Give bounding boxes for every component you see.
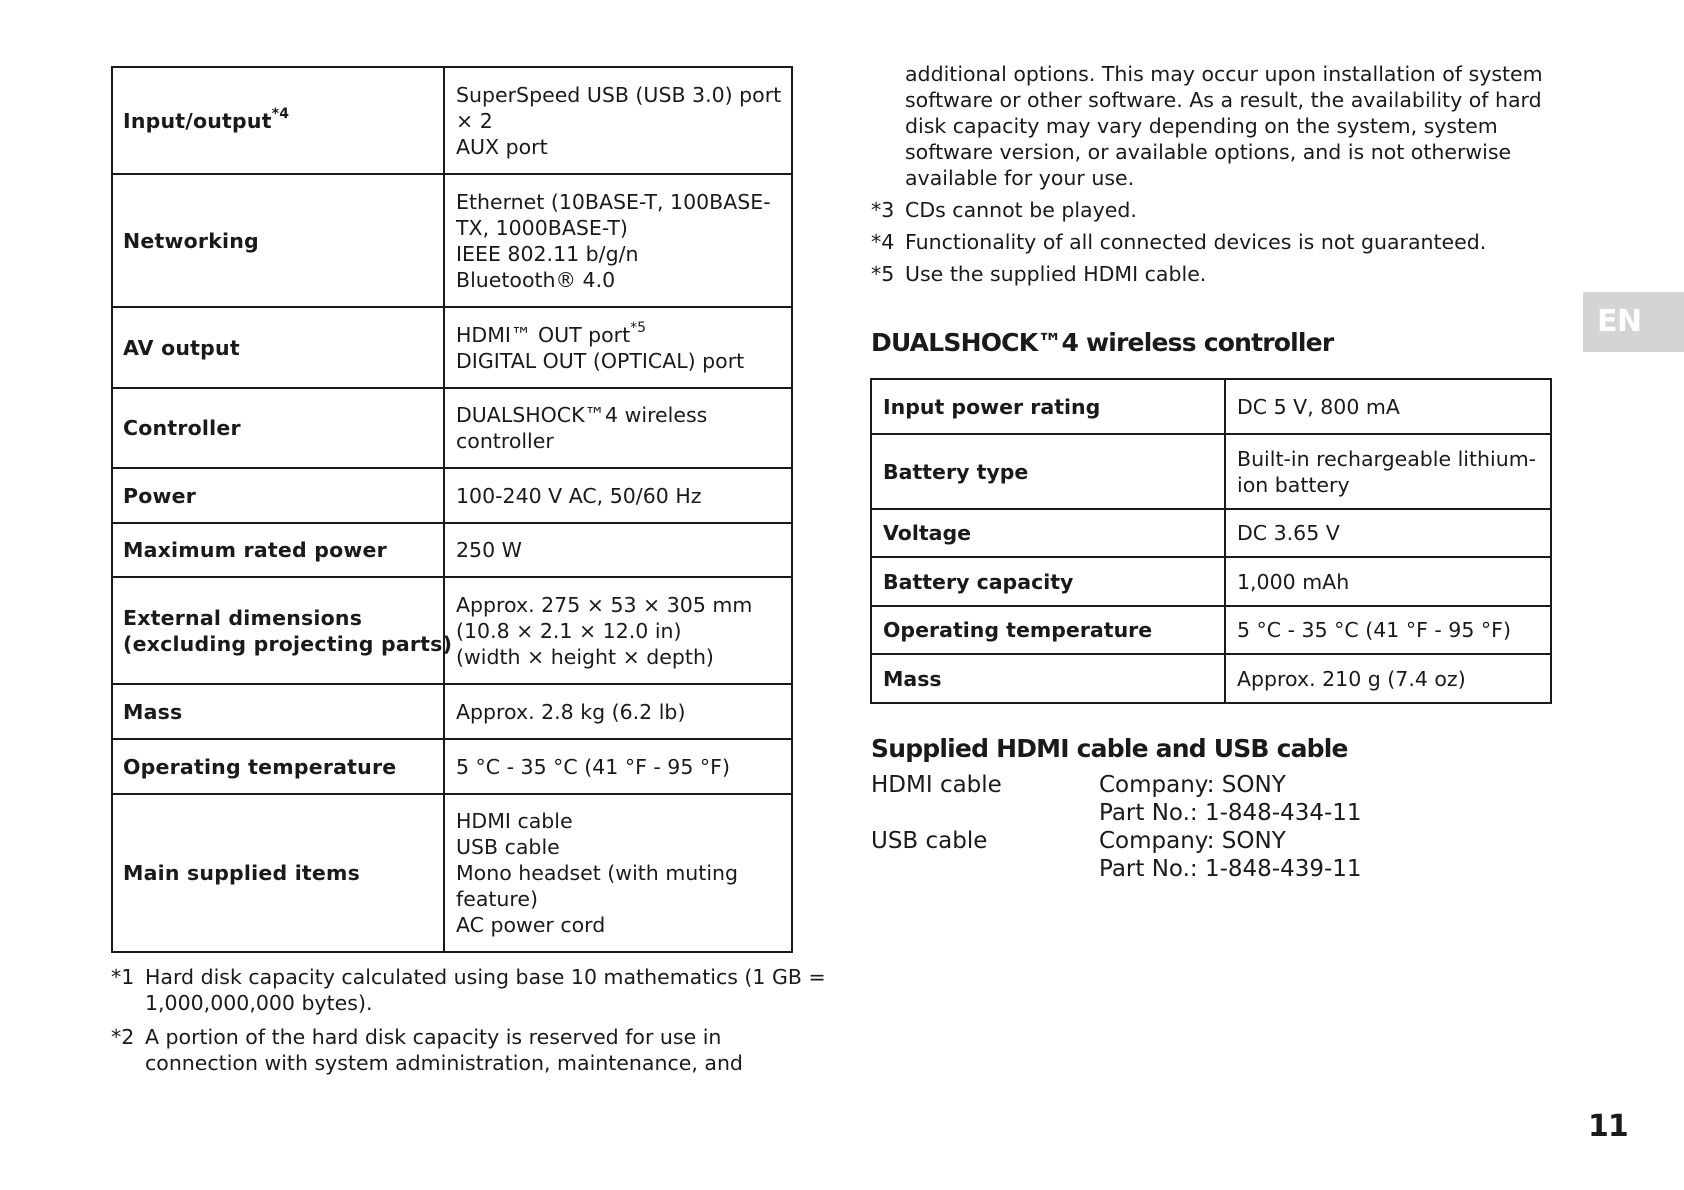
table-row xyxy=(112,794,792,952)
footnote-mark: *4 xyxy=(871,230,895,254)
spec-value: HDMI cable USB cable Mono headset (with muting feature) AC power cord xyxy=(444,794,792,952)
table-row xyxy=(112,739,792,794)
table-row xyxy=(112,523,792,577)
spec-key: Main supplied items xyxy=(112,794,444,952)
spec-value: HDMI™ OUT port$^{*5}$ DIGITAL OUT (OPTICAL) port xyxy=(444,307,792,388)
footnote-text: CDs cannot be played. xyxy=(905,198,1137,222)
footnote-mark: *5 xyxy=(871,262,895,286)
footnote-mark: *1 xyxy=(111,965,135,989)
spec-value: Approx. 210 g (7.4 oz) xyxy=(1225,654,1551,703)
footnote-mark: *2 xyxy=(111,1025,135,1049)
table-row xyxy=(871,379,1551,434)
table-row xyxy=(112,388,792,468)
table-row xyxy=(871,557,1551,606)
footnote-text: A portion of the hard disk capacity is reserved for use in connection with system administration, maintenance, and xyxy=(145,1025,743,1075)
spec-value: 250 W xyxy=(444,523,792,577)
console-spec-table xyxy=(111,66,793,953)
spec-value: DC 5 V, 800 mA xyxy=(1225,379,1551,434)
table-row xyxy=(871,509,1551,557)
footnote-text: Hard disk capacity calculated using base 10 mathematics (1 GB = 1,000,000,000 bytes). xyxy=(145,965,826,1015)
language-tab: EN xyxy=(1583,292,1684,352)
spec-key: Voltage xyxy=(871,509,1225,557)
footnote-3 xyxy=(871,197,1571,224)
spec-key: Controller xyxy=(112,388,444,468)
cable-info: Company: SONY Part No.: 1-848-439-11 xyxy=(1099,828,1362,882)
footnote-text: Functionality of all connected devices is not guaranteed. xyxy=(905,230,1487,254)
table-row xyxy=(871,654,1551,703)
footnote-text: Use the supplied HDMI cable. xyxy=(905,262,1207,286)
spec-key: Operating temperature xyxy=(871,606,1225,654)
spec-value: Approx. 275 × 53 × 305 mm (10.8 × 2.1 × 12.0 in) (width × height × depth) xyxy=(444,577,792,684)
spec-value: DC 3.65 V xyxy=(1225,509,1551,557)
cable-heading: Supplied HDMI cable and USB cable xyxy=(871,734,1348,763)
spec-value: 5 °C - 35 °C (41 °F - 95 °F) xyxy=(1225,606,1551,654)
spec-key: Battery capacity xyxy=(871,557,1225,606)
spec-value: 5 °C - 35 °C (41 °F - 95 °F) xyxy=(444,739,792,794)
table-row xyxy=(112,577,792,684)
spec-key: AV output xyxy=(112,307,444,388)
spec-key: External dimensions (excluding projecting parts) xyxy=(112,577,444,684)
controller-heading: DUALSHOCK™4 wireless controller xyxy=(871,328,1334,357)
footnote-mark: *3 xyxy=(871,198,895,222)
spec-key: Battery type xyxy=(871,434,1225,509)
spec-key: Maximum rated power xyxy=(112,523,444,577)
footnote-1 xyxy=(111,964,826,1018)
cable-name: HDMI cable xyxy=(871,772,1002,798)
spec-key: Mass xyxy=(871,654,1225,703)
table-row xyxy=(112,684,792,739)
cable-name: USB cable xyxy=(871,828,988,854)
page-number: 11 xyxy=(1588,1109,1628,1144)
table-row xyxy=(112,307,792,388)
spec-value: DUALSHOCK™4 wireless controller xyxy=(444,388,792,468)
spec-key: Operating temperature xyxy=(112,739,444,794)
spec-value: Built-in rechargeable lithium- ion battery xyxy=(1225,434,1551,509)
table-row xyxy=(871,434,1551,509)
spec-key: Input/output$^{*4}$ xyxy=(112,67,444,174)
spec-key: Networking xyxy=(112,174,444,307)
table-row xyxy=(112,67,792,174)
spec-value: SuperSpeed USB (USB 3.0) port × 2 AUX port xyxy=(444,67,792,174)
footnote-5 xyxy=(871,261,1571,288)
spec-value: Approx. 2.8 kg (6.2 lb) xyxy=(444,684,792,739)
spec-value: 1,000 mAh xyxy=(1225,557,1551,606)
footnote-2 xyxy=(111,1024,801,1078)
footnote-2-continuation: additional options. This may occur upon installation of system software or other software. As a result, the availability of hard disk capacity may vary depending on the system, system software version, or available options, and is not otherwise available for your use. xyxy=(905,62,1543,190)
footnote-4 xyxy=(871,229,1571,256)
table-row xyxy=(112,468,792,523)
spec-key: Mass xyxy=(112,684,444,739)
controller-spec-table xyxy=(870,378,1552,704)
table-row xyxy=(871,606,1551,654)
spec-value: 100-240 V AC, 50/60 Hz xyxy=(444,468,792,523)
table-row xyxy=(112,174,792,307)
cable-info: Company: SONY Part No.: 1-848-434-11 xyxy=(1099,772,1362,826)
spec-key: Input power rating xyxy=(871,379,1225,434)
spec-key: Power xyxy=(112,468,444,523)
spec-value: Ethernet (10BASE-T, 100BASE- TX, 1000BASE-T) IEEE 802.11 b/g/n Bluetooth® 4.0 xyxy=(444,174,792,307)
